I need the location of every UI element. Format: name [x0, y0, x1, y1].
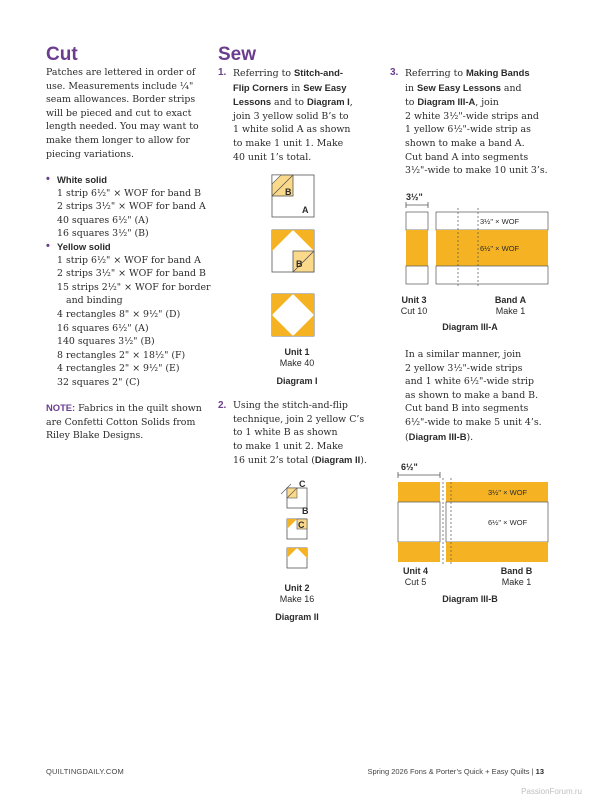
list-item: 2 strips 3½" × WOF for band B [57, 268, 206, 280]
band-a-caption: Band A Make 1 [494, 295, 527, 316]
unit-2-caption: Unit 2 Make 16 [279, 583, 315, 604]
footer-website: QUILTINGDAILY.COM [46, 767, 124, 776]
step-number: 3. [390, 67, 399, 78]
list-item: 4 rectangles 2" × 9½" (E) [57, 363, 180, 375]
label-c2: C [298, 520, 305, 530]
yellow-solid-list [46, 240, 216, 390]
cut-heading: Cut [46, 44, 78, 65]
diagram-2-step-2 [287, 519, 307, 539]
list-item: 15 strips 2½" × WOF for border [57, 281, 211, 293]
diagram-1-title: Diagram I [276, 376, 318, 386]
diagram-3b-title: Diagram III-B [442, 594, 498, 604]
list-item: 32 squares 2" (C) [57, 376, 140, 388]
list-item: 16 squares 3½" (B) [57, 228, 149, 240]
label-c: C [299, 479, 306, 489]
list-item: 8 rectangles 2" × 18½" (F) [57, 349, 186, 361]
ref-diagram-2: Diagram II [314, 454, 361, 466]
step-number: 2. [218, 400, 227, 411]
list-item: 16 squares 6½" (A) [57, 322, 149, 334]
page-number: 13 [535, 767, 544, 776]
diagram-2-title: Diagram II [275, 612, 319, 622]
ref-diagram-3b: Diagram III-B [408, 430, 467, 442]
unit-3-segment [406, 212, 428, 284]
label-a: A [302, 205, 309, 215]
list-item: 140 squares 3½" (B) [57, 336, 155, 348]
label-b2: B [296, 259, 303, 269]
diagram-3b [393, 458, 553, 568]
link-stitch-and-flip: Stitch-and- [294, 67, 343, 78]
ref-diagram-1: Diagram I [307, 96, 350, 108]
note-label: NOTE: [46, 402, 76, 413]
dimension-label: 3½" [406, 192, 423, 202]
diagram-2 [277, 478, 327, 578]
strip-label-mid: 6½" × WOF [480, 244, 520, 253]
strip-label-top: 3½" × WOF [488, 488, 528, 497]
list-item: and binding [66, 295, 123, 307]
unit-3-caption: Unit 3 Cut 10 [400, 295, 428, 316]
dimension-label: 6½" [401, 462, 418, 472]
yellow-solid-title: • Yellow solid [46, 240, 216, 254]
diagram-1-unit-1 [272, 294, 314, 336]
watermark: PassionForum.ru [521, 787, 582, 796]
diagram-1 [262, 170, 332, 350]
unit-4-caption: Unit 4 Cut 5 [402, 566, 428, 587]
strip-label-mid: 6½" × WOF [488, 518, 528, 527]
band-b [443, 478, 548, 566]
band-b-caption: Band B Make 1 [500, 566, 533, 587]
ref-diagram-3a: Diagram III-A [417, 96, 476, 108]
diagram-1-step-2 [272, 230, 314, 272]
list-item: 1 strip 6½" × WOF for band B [57, 187, 202, 199]
white-solid-title: • White solid [46, 173, 216, 187]
diagram-3a [398, 188, 558, 298]
step-2: 2. Using the stitch-and-flip technique, join 2 yellow C’s to 1 white B as shown to make 1 unit 2. Make 16 unit 2’s total (Diagram II). [218, 400, 367, 467]
band-a [436, 208, 548, 288]
strip-label-top: 3½" × WOF [480, 217, 520, 226]
diagram-2-unit-2 [287, 548, 307, 568]
fabric-note: NOTE: Fabrics in the quilt shown are Confetti Cotton Solids from Riley Blake Designs. [46, 402, 202, 442]
diagram-1-step-1 [272, 175, 314, 217]
unit-1-caption: Unit 1 Make 40 [279, 347, 315, 368]
list-item: 4 rectangles 8" × 9½" (D) [57, 308, 181, 320]
link-making-bands: Making Bands [466, 67, 530, 78]
diagram-3a-title: Diagram III-A [442, 322, 498, 332]
cut-intro: Patches are lettered in order of use. Measurements include ¼" seam allowances. Border strips will be pieced and cut to exact length needed. You may want to make them longer to allow for piecing variations. [46, 67, 199, 160]
list-item: 2 strips 3½" × WOF for band A [57, 201, 206, 213]
unit-4-segment [398, 482, 440, 562]
list-item: 40 squares 6½" (A) [57, 214, 149, 226]
step-number: 1. [218, 67, 227, 78]
step-1: 1. Referring to Stitch-and- Flip Corners in Sew Easy Lessons and to Diagram I, join 3 yellow solid B’s to 1 white solid A as shown to make 1 unit 1. Make 40 unit 1’s total. [218, 67, 353, 163]
list-item: 1 strip 6½" × WOF for band A [57, 254, 201, 266]
label-b: B [302, 506, 309, 516]
step-3-band-b: In a similar manner, join 2 yellow 3½"-wide strips and 1 white 6½"-wide strip as shown to make a band B. Cut band B into segments 6½"-wide to make 5 unit 4’s. (Diagram III-B). [405, 349, 542, 443]
sew-heading: Sew [218, 44, 257, 65]
footer-publication: Spring 2026 Fons & Porter’s Quick + Easy Quilts | 13 [367, 767, 544, 776]
white-solid-list [46, 173, 216, 241]
step-3: 3. Referring to Making Bands in Sew Easy Lessons and to Diagram III-A, join 2 white 3½"-wide strips and 1 yellow 6½"-wide strip as shown to make a band A. Cut band A into segments 3½"-wide to make 10 unit 3’s. [390, 67, 548, 177]
label-b: B [285, 187, 292, 197]
diagram-2-step-1 [281, 479, 309, 516]
